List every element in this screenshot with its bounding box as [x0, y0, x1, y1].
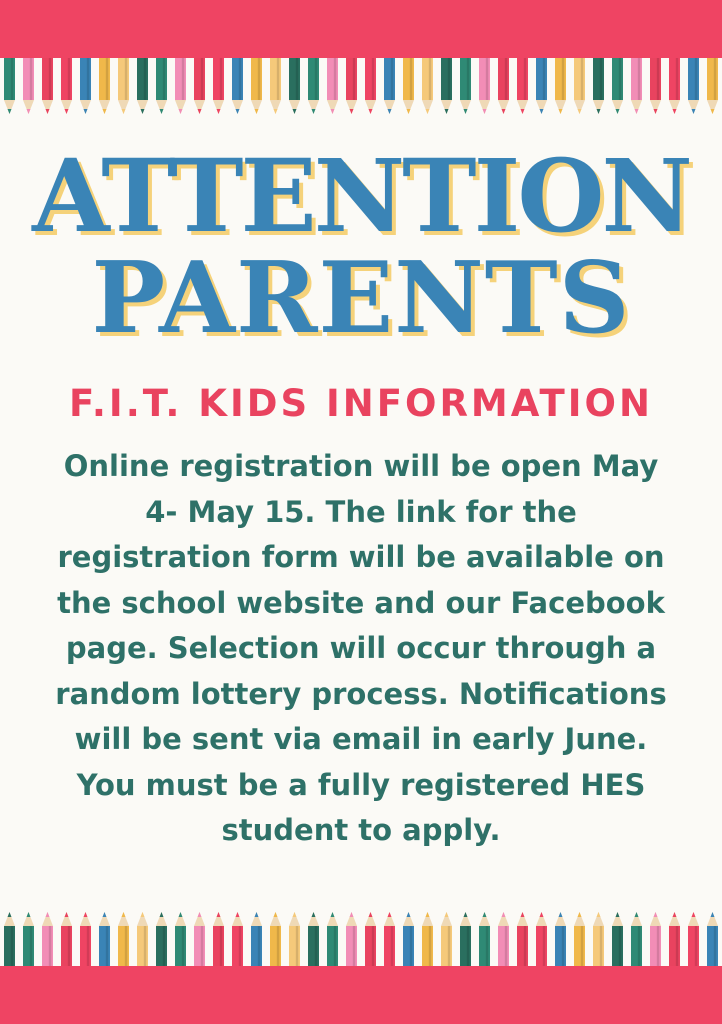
pencil-icon [23, 58, 34, 114]
pencil-icon [213, 912, 224, 968]
pencil-icon [631, 912, 642, 968]
pencil-icon [213, 58, 224, 114]
pencil-icon [631, 58, 642, 114]
pencil-icon [669, 912, 680, 968]
pencil-icon [403, 58, 414, 114]
pencil-icon [498, 912, 509, 968]
pencil-icon [80, 58, 91, 114]
pencil-icon [61, 58, 72, 114]
pencil-icon [156, 912, 167, 968]
pencil-icon [4, 58, 15, 114]
pencil-icon [555, 58, 566, 114]
pencil-icon [479, 912, 490, 968]
pencil-icon [327, 912, 338, 968]
subheading-fit-kids: F.I.T. KIDS INFORMATION [69, 382, 653, 425]
pencil-icon [593, 912, 604, 968]
pencil-icon [612, 912, 623, 968]
pencil-icon [289, 912, 300, 968]
pencil-icon [99, 58, 110, 114]
pencil-icon [536, 912, 547, 968]
pencil-icon [327, 58, 338, 114]
top-red-band [0, 0, 722, 58]
pencil-icon [498, 58, 509, 114]
pencil-icon [365, 912, 376, 968]
pencil-icon [650, 58, 661, 114]
colored-pencils-icon [0, 58, 722, 122]
pencil-icon [593, 58, 604, 114]
pencil-icon [707, 912, 718, 968]
pencil-icon [289, 58, 300, 114]
pencil-icon [479, 58, 490, 114]
pencil-icon [422, 912, 433, 968]
pencil-icon [365, 58, 376, 114]
pencil-icon [137, 912, 148, 968]
pencil-icon [251, 58, 262, 114]
pencil-icon [232, 58, 243, 114]
pencil-icon [118, 912, 129, 968]
pencil-icon [555, 912, 566, 968]
pencil-icon [118, 58, 129, 114]
pencil-icon [156, 58, 167, 114]
pencil-icon [232, 912, 243, 968]
pencil-icon [574, 912, 585, 968]
pencil-icon [403, 912, 414, 968]
pencil-icon [137, 58, 148, 114]
pencil-icon [688, 912, 699, 968]
pencil-icon [574, 58, 585, 114]
bottom-red-band [0, 966, 722, 1024]
pencil-icon [194, 58, 205, 114]
pencil-icon [4, 912, 15, 968]
headline-attention: ATTENTION [32, 137, 690, 255]
colored-pencils-icon [0, 904, 722, 968]
pencil-icon [42, 58, 53, 114]
pencil-icon [536, 58, 547, 114]
pencil-icon [61, 912, 72, 968]
pencil-icon [42, 912, 53, 968]
pencil-icon [384, 912, 395, 968]
pencil-icon [346, 58, 357, 114]
pencil-icon [80, 912, 91, 968]
pencil-icon [346, 912, 357, 968]
pencil-icon [460, 58, 471, 114]
pencil-icon [308, 912, 319, 968]
pencil-icon [441, 912, 452, 968]
pencil-icon [23, 912, 34, 968]
pencil-icon [612, 58, 623, 114]
pencil-icon [422, 58, 433, 114]
pencil-icon [308, 58, 319, 114]
pencil-icon [194, 912, 205, 968]
pencil-icon [270, 58, 281, 114]
pencil-icon [251, 912, 262, 968]
registration-info-text: Online registration will be open May 4- May 15. The link for the registration form will be available on the school website and our Facebook page. Selection will occur through a random lottery process. Notifications will be sent via email in early June. You must be a fully registered HES student to apply. [55, 449, 667, 847]
pencil-icon [441, 58, 452, 114]
pencil-icon [175, 58, 186, 114]
pencil-icon [175, 912, 186, 968]
pencil-icon [650, 912, 661, 968]
pencil-icon [270, 912, 281, 968]
pencil-icon [517, 912, 528, 968]
pencil-icon [99, 912, 110, 968]
pencil-icon [460, 912, 471, 968]
headline-parents: PARENTS [91, 241, 631, 356]
pencil-icon [669, 58, 680, 114]
pencil-icon [517, 58, 528, 114]
pencil-icon [707, 58, 718, 114]
pencil-icon [688, 58, 699, 114]
pencil-icon [384, 58, 395, 114]
